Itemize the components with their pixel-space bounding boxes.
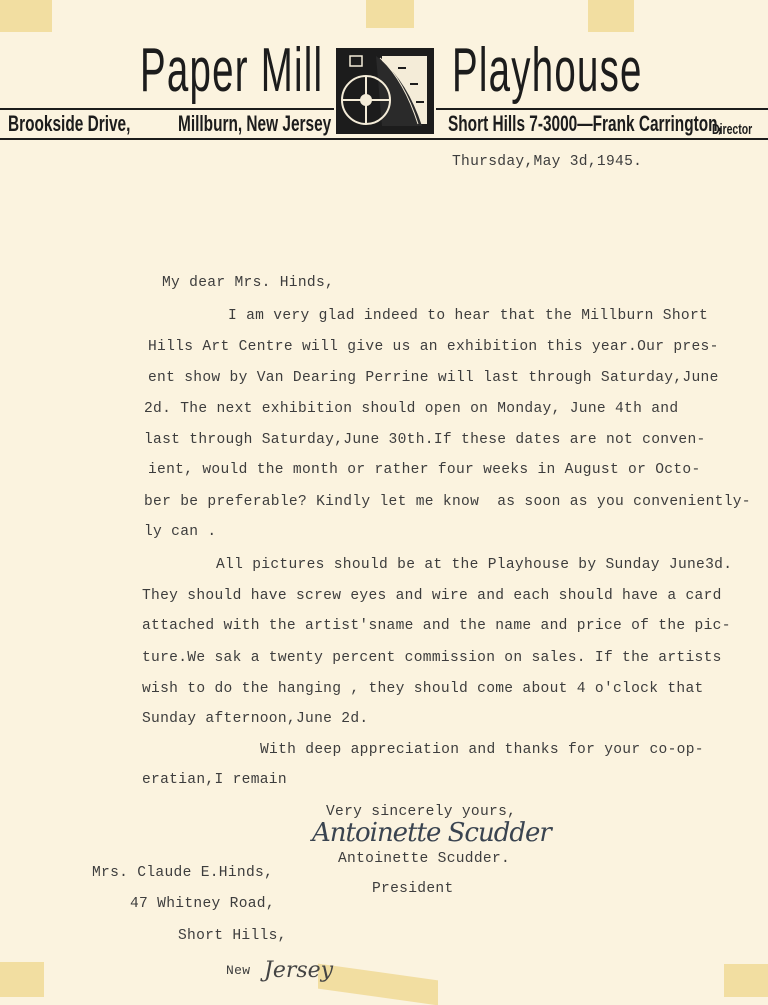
body-line: ber be preferable? Kindly let me know as soon as you conveniently- (144, 494, 751, 510)
body-line: ient, would the month or rather four weeks in August or Octo- (148, 462, 701, 478)
body-line: eratian,I remain (142, 772, 287, 788)
salutation: My dear Mrs. Hinds, (162, 275, 335, 291)
body-line: ent show by Van Dearing Perrine will last through Saturday,June (148, 370, 719, 386)
signer-title: President (372, 881, 454, 897)
recipient-state-typed: New (226, 963, 251, 978)
letterhead-rule-top-left (0, 108, 334, 110)
letterhead-phone: Short Hills 7-3000—Frank Carrington, (448, 111, 722, 136)
recipient-town: Short Hills, (178, 928, 287, 944)
tape-top-center (366, 0, 414, 28)
tape-bottom-right (724, 964, 768, 997)
letter-date: Thursday,May 3d,1945. (452, 154, 643, 170)
body-line: ture.We sak a twenty percent commission on sales. If the artists (142, 650, 722, 666)
tape-top-left (0, 0, 52, 32)
body-line: I am very glad indeed to hear that the Millburn Short (228, 308, 709, 324)
letterhead-director: Director (712, 121, 753, 138)
body-line: With deep appreciation and thanks for your co-op- (260, 742, 704, 758)
body-line: All pictures should be at the Playhouse by Sunday June3d. (216, 557, 733, 573)
tape-bottom-center (318, 964, 438, 1005)
body-line: 2d. The next exhibition should open on Monday, June 4th and (144, 401, 679, 417)
body-line: Hills Art Centre will give us an exhibition this year.Our pres- (148, 339, 719, 355)
recipient-name: Mrs. Claude E.Hinds, (92, 865, 274, 881)
letterhead-rule-bottom (0, 138, 768, 140)
letterhead-name-left: Paper Mill (140, 36, 324, 105)
body-line: wish to do the hanging , they should come about 4 o'clock that (142, 681, 704, 697)
letterhead-rule-top-right (436, 108, 768, 110)
body-line: They should have screw eyes and wire and each should have a card (142, 588, 722, 604)
letterhead-city: Millburn, New Jersey (178, 111, 332, 136)
letterhead-name-right: Playhouse (452, 36, 643, 105)
letterhead-street: Brookside Drive, (8, 111, 131, 136)
recipient-street: 47 Whitney Road, (130, 896, 275, 912)
recipient-state-handwritten: Jersey (264, 958, 334, 983)
body-line: Sunday afternoon,June 2d. (142, 711, 369, 727)
signer-name: Antoinette Scudder. (338, 851, 511, 867)
body-line: ly can . (144, 524, 217, 540)
body-line: attached with the artist'sname and the name and price of the pic- (142, 618, 731, 634)
body-line: last through Saturday,June 30th.If these dates are not conven- (144, 432, 706, 448)
closing: Very sincerely yours, (326, 804, 517, 820)
tape-top-right (588, 0, 634, 32)
tape-bottom-left (0, 962, 44, 997)
handwritten-signature: Antoinette Scudder (312, 818, 551, 848)
water-wheel-logo-icon (336, 48, 434, 134)
